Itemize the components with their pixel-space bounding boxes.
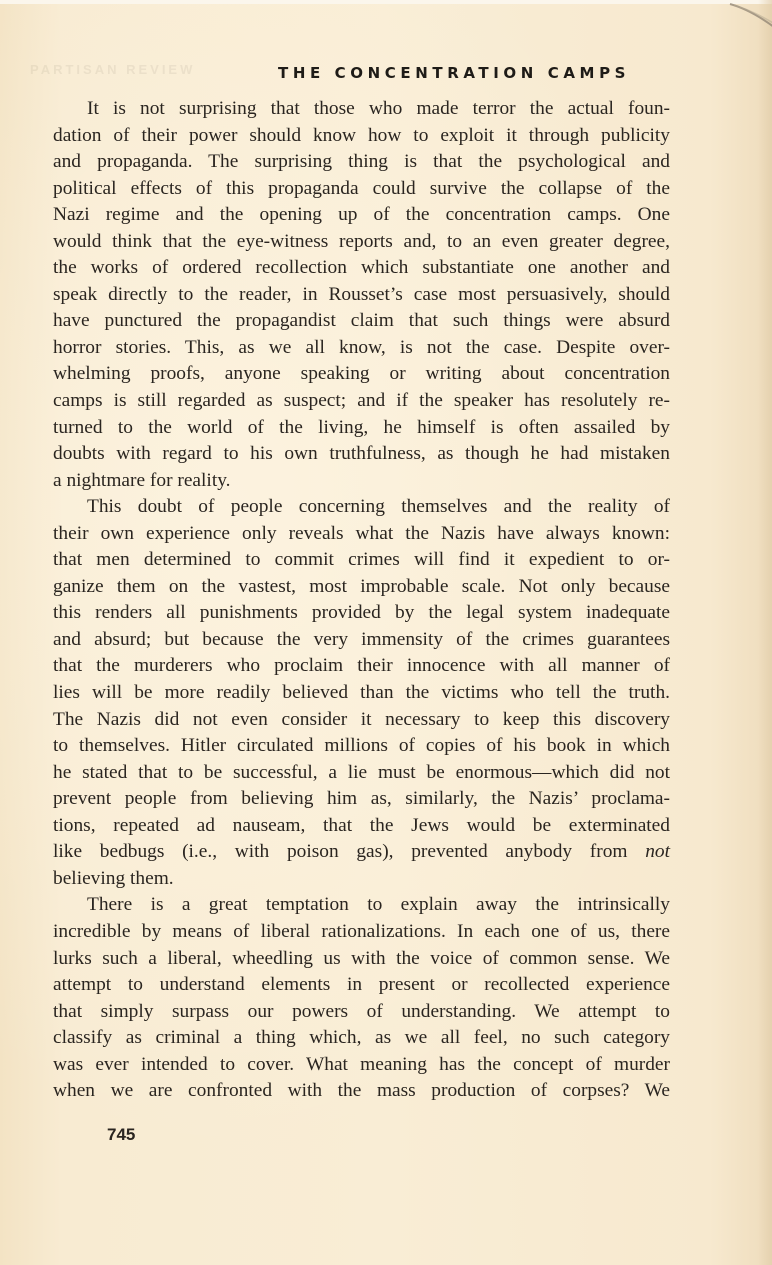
text-line-with-italic	[53, 839, 670, 866]
text-line: that the murderers who proclaim their innocence with all manner of	[53, 655, 670, 677]
text-line-start: like bedbugs (i.e., with poison gas), prevented anybody from	[53, 841, 628, 863]
text-line: lies will be more readily believed than the victims who tell the truth.	[53, 682, 670, 704]
page-number: 745	[107, 1125, 136, 1144]
text-line: prevent people from believing him as, similarly, the Nazis’ proclama-	[53, 788, 670, 810]
text-line: that simply surpass our powers of understanding. We attempt to	[53, 1000, 670, 1022]
text-line: that men determined to commit crimes will find it expedient to or-	[53, 549, 670, 571]
text-line: believing them.	[53, 867, 174, 889]
bleed-through-head: PARTISAN REVIEW	[30, 62, 196, 77]
text-line: tions, repeated ad nauseam, that the Jews would be exterminated	[53, 814, 670, 836]
text-line: doubts with regard to his own truthfulness, as though he had mistaken	[53, 443, 670, 465]
text-line: lurks such a liberal, wheedling us with the voice of common sense. We	[53, 947, 670, 969]
text-line: the works of ordered recollection which substantiate one another and	[53, 257, 670, 279]
text-line: when we are confronted with the mass production of corpses? We	[53, 1080, 670, 1102]
text-line: he stated that to be successful, a lie must be enormous—which did not	[53, 761, 670, 783]
paragraph-3	[53, 892, 670, 1104]
italic-emphasis: not	[645, 841, 670, 863]
page-edge-shadow	[758, 0, 772, 1265]
text-line: incredible by means of liberal rationalizations. In each one of us, there	[53, 920, 670, 942]
text-line: and absurd; but because the very immensity of the crimes guarantees	[53, 628, 670, 650]
text-line: speak directly to the reader, in Rousset’s case most persuasively, should	[53, 283, 670, 305]
paragraph-2	[53, 494, 670, 892]
text-line: It is not surprising that those who made terror the actual foun-	[87, 98, 670, 119]
scan-top-edge	[0, 0, 772, 4]
text-line: have punctured the propagandist claim that such things were absurd	[53, 310, 670, 332]
text-line: ganize them on the vastest, most improbable scale. Not only because	[53, 575, 670, 597]
text-line: was ever intended to cover. What meaning has the concept of murder	[53, 1053, 670, 1075]
text-line: their own experience only reveals what the Nazis have always known:	[53, 522, 670, 544]
text-line: political effects of this propaganda could survive the collapse of the	[53, 177, 670, 199]
text-line: classify as criminal a thing which, as we all feel, no such category	[53, 1027, 670, 1049]
text-line: to themselves. Hitler circulated millions of copies of his book in which	[53, 735, 670, 757]
text-line: This doubt of people concerning themselves and the reality of	[87, 496, 670, 518]
text-line: Nazi regime and the opening up of the concentration camps. One	[53, 204, 670, 226]
text-line: and propaganda. The surprising thing is that the psychological and	[53, 151, 670, 173]
text-line: camps is still regarded as suspect; and if the speaker has resolutely re-	[53, 390, 670, 412]
text-line: this renders all punishments provided by the legal system inadequate	[53, 602, 670, 624]
text-line: horror stories. This, as we all know, is not the case. Despite over-	[53, 336, 670, 358]
text-line: would think that the eye-witness reports and, to an even greater degree,	[53, 230, 670, 252]
text-line: a nightmare for reality.	[53, 469, 231, 491]
page-corner-curl-icon	[716, 0, 772, 40]
text-line: The Nazis did not even consider it necessary to keep this discovery	[53, 708, 670, 730]
body-text	[53, 96, 670, 1105]
text-line: whelming proofs, anyone speaking or writing about concentration	[53, 363, 670, 385]
text-line: turned to the world of the living, he himself is often assailed by	[53, 416, 670, 438]
text-line: dation of their power should know how to exploit it through publicity	[53, 124, 670, 146]
text-line: There is a great temptation to explain away the intrinsically	[87, 894, 670, 916]
running-head: THE CONCENTRATION CAMPS	[278, 64, 631, 82]
paragraph-1	[53, 96, 670, 494]
text-line: attempt to understand elements in present or recollected experience	[53, 974, 670, 996]
